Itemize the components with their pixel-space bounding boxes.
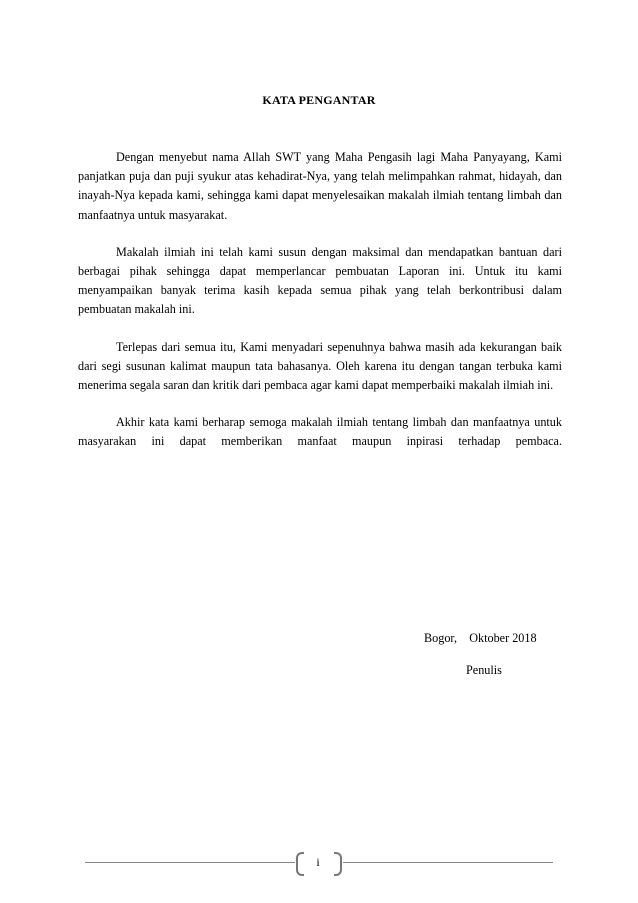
signature-block (424, 628, 537, 680)
footer-bracket-right (334, 852, 342, 876)
page-title: KATA PENGANTAR (262, 93, 376, 107)
signature-place-date: Bogor, Oktober 2018 (424, 631, 537, 645)
paragraph-1: Dengan menyebut nama Allah SWT yang Maha Pengasih lagi Maha Panyayang, Kami panjatkan puja dan puji syukur atas kehadirat-Nya, yang telah melimpahkan rahmat, hidayah, dan inayah-Nya kepada kami, sehingga kami dapat menyelesaikan makalah ilmiah tentang limbah dan manfaatnya untuk masyarakat. (78, 150, 562, 222)
page-number: i (316, 855, 320, 869)
footer-divider-left (85, 862, 295, 863)
paragraph-2: Makalah ilmiah ini telah kami susun dengan maksimal dan mendapatkan bantuan dari berbagai pihak sehingga dapat memperlancar pembuatan Laporan ini. Untuk itu kami menyampaikan banyak terima kasih kepada semua pihak yang telah berkontribusi dalam pembuatan makalah ini. (78, 244, 562, 317)
paragraph-4: Akhir kata kami berharap semoga makalah ilmiah tentang limbah dan manfaatnya untuk masyarakan ini dapat memberikan manfaat maupun inpirasi terhadap pembaca. (78, 415, 562, 449)
paragraph-3: Terlepas dari semua itu, Kami menyadari sepenuhnya bahwa masih ada kekurangan baik dari segi susunan kalimat maupun tata bahasanya. Oleh karena itu dengan tangan terbuka kami menerima segala saran dan kritik dari pembaca agar kami dapat memperbaiki makalah ilmiah ini. (78, 339, 562, 393)
signature-author: Penulis (466, 663, 502, 677)
body-text (78, 148, 562, 470)
footer-divider-right (343, 862, 553, 863)
